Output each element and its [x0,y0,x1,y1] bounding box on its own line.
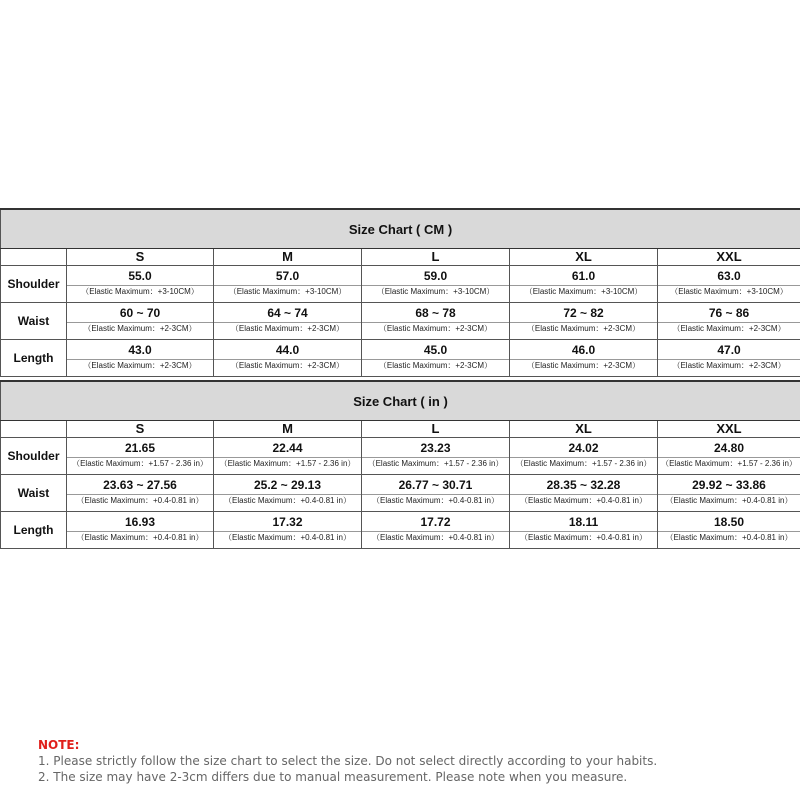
elastic-note: （Elastic Maximum：+1.57 - 2.36 in） [214,457,361,471]
chart-title: Size Chart ( in ) [1,381,800,421]
table-row [1,266,800,303]
measure-cell [67,475,214,512]
note-title: NOTE: [38,738,80,752]
measure-cell [214,266,362,303]
measure-value: 43.0 [128,343,152,357]
size-header-s: S [67,249,214,266]
measure-cell [658,303,800,340]
elastic-note: （Elastic Maximum：+3-10CM） [67,285,213,299]
size-header-m: M [214,249,362,266]
measure-cell [362,475,510,512]
size-header-s: S [67,421,214,438]
measure-cell [658,266,800,303]
measure-value: 16.93 [124,515,156,529]
row-label-shoulder: Shoulder [1,438,67,475]
measure-cell [510,512,658,549]
elastic-note: （Elastic Maximum：+3-10CM） [510,285,657,299]
elastic-note: （Elastic Maximum：+2-3CM） [67,322,213,336]
measure-value: 29.92 ~ 33.86 [692,478,766,492]
elastic-note: （Elastic Maximum：+3-10CM） [658,285,800,299]
measure-cell [362,438,510,475]
size-header-xl: XL [510,421,658,438]
measure-value: 76 ~ 86 [708,306,750,320]
measure-value: 63.0 [717,269,741,283]
size-chart-cm [0,208,800,377]
measure-value: 55.0 [128,269,152,283]
measure-cell [214,438,362,475]
measure-cell [214,512,362,549]
note-line-2: 2. The size may have 2-3cm differs due to manual measurement. Please note when you measure. [38,770,628,784]
elastic-note: （Elastic Maximum：+3-10CM） [214,285,361,299]
elastic-note: （Elastic Maximum：+0.4-0.81 in） [214,494,361,508]
elastic-note: （Elastic Maximum：+2-3CM） [214,322,361,336]
table-row [1,303,800,340]
measure-value: 26.77 ~ 30.71 [398,478,473,492]
row-label-length: Length [1,512,67,549]
table-row [1,512,800,549]
row-label-shoulder: Shoulder [1,266,67,303]
measure-value: 25.2 ~ 29.13 [253,478,322,492]
table-row [1,438,800,475]
measure-value: 28.35 ~ 32.28 [546,478,621,492]
measure-value: 23.63 ~ 27.56 [103,478,177,492]
measure-cell [67,303,214,340]
measure-cell [214,340,362,377]
measure-value: 22.44 [272,441,303,455]
measure-value: 21.65 [124,441,156,455]
elastic-note: （Elastic Maximum：+0.4-0.81 in） [510,494,657,508]
elastic-note: （Elastic Maximum：+2-3CM） [510,359,657,373]
measure-cell [510,475,658,512]
elastic-note: （Elastic Maximum：+0.4-0.81 in） [67,531,213,545]
elastic-note: （Elastic Maximum：+2-3CM） [362,322,509,336]
measure-cell [658,512,800,549]
measure-value: 59.0 [423,269,448,283]
measure-cell [362,512,510,549]
measure-value: 18.50 [713,515,745,529]
elastic-note: （Elastic Maximum：+1.57 - 2.36 in） [362,457,509,471]
elastic-note: （Elastic Maximum：+0.4-0.81 in） [362,531,509,545]
measure-cell [510,340,658,377]
measure-value: 45.0 [423,343,448,357]
elastic-note: （Elastic Maximum：+0.4-0.81 in） [658,531,800,545]
size-header-xxl: XXL [658,249,800,266]
elastic-note: （Elastic Maximum：+2-3CM） [658,359,800,373]
measure-cell [67,340,214,377]
measure-cell [67,438,214,475]
measure-cell [658,475,800,512]
chart-title: Size Chart ( CM ) [1,209,800,249]
row-label-waist: Waist [1,475,67,512]
row-label-waist: Waist [1,303,67,340]
size-chart-in [0,380,800,549]
measure-value: 72 ~ 82 [563,306,604,320]
size-header-xxl: XXL [658,421,800,438]
size-header-l: L [362,249,510,266]
elastic-note: （Elastic Maximum：+2-3CM） [658,322,800,336]
measure-cell [67,512,214,549]
measure-cell [362,340,510,377]
measure-value: 61.0 [571,269,596,283]
measure-cell [510,438,658,475]
table-row [1,340,800,377]
measure-cell [67,266,214,303]
note-line-1: 1. Please strictly follow the size chart to select the size. Do not select directly according to your habits. [38,754,658,768]
measure-value: 24.02 [568,441,599,455]
measure-value: 68 ~ 78 [415,306,456,320]
size-header-xl: XL [510,249,658,266]
elastic-note: （Elastic Maximum：+0.4-0.81 in） [658,494,800,508]
measure-value: 23.23 [420,441,451,455]
measure-cell [510,266,658,303]
corner-cell [1,249,67,266]
measure-cell [362,266,510,303]
elastic-note: （Elastic Maximum：+3-10CM） [362,285,509,299]
measure-value: 18.11 [568,515,599,529]
notes-section [38,737,657,785]
measure-value: 46.0 [571,343,596,357]
measure-cell [214,475,362,512]
row-label-length: Length [1,340,67,377]
measure-value: 24.80 [713,441,745,455]
measure-cell [510,303,658,340]
measure-value: 47.0 [717,343,741,357]
size-header-l: L [362,421,510,438]
corner-cell [1,421,67,438]
elastic-note: （Elastic Maximum：+2-3CM） [214,359,361,373]
elastic-note: （Elastic Maximum：+1.57 - 2.36 in） [658,457,800,471]
size-header-m: M [214,421,362,438]
elastic-note: （Elastic Maximum：+2-3CM） [362,359,509,373]
table-row [1,475,800,512]
measure-value: 57.0 [275,269,300,283]
elastic-note: （Elastic Maximum：+1.57 - 2.36 in） [510,457,657,471]
elastic-note: （Elastic Maximum：+0.4-0.81 in） [214,531,361,545]
measure-value: 17.72 [420,515,451,529]
measure-cell [658,340,800,377]
elastic-note: （Elastic Maximum：+0.4-0.81 in） [510,531,657,545]
measure-value: 60 ~ 70 [119,306,161,320]
measure-cell [214,303,362,340]
measure-cell [658,438,800,475]
measure-cell [362,303,510,340]
elastic-note: （Elastic Maximum：+0.4-0.81 in） [362,494,509,508]
measure-value: 44.0 [275,343,300,357]
elastic-note: （Elastic Maximum：+2-3CM） [67,359,213,373]
elastic-note: （Elastic Maximum：+2-3CM） [510,322,657,336]
measure-value: 17.32 [272,515,303,529]
elastic-note: （Elastic Maximum：+1.57 - 2.36 in） [67,457,213,471]
elastic-note: （Elastic Maximum：+0.4-0.81 in） [67,494,213,508]
measure-value: 64 ~ 74 [267,306,308,320]
